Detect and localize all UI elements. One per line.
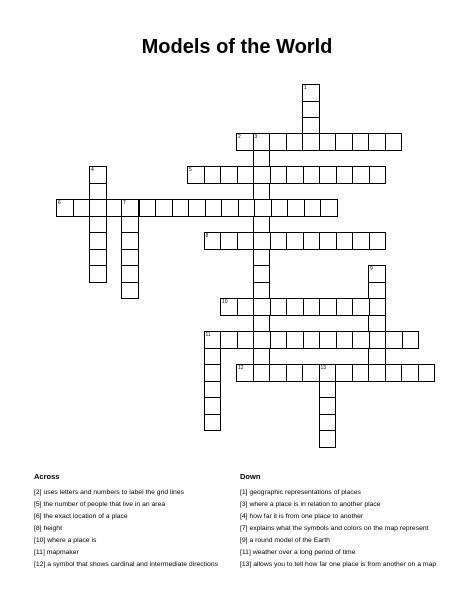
- down-clue-text: how far it is from one place to another: [249, 513, 364, 520]
- across-clues: [34, 472, 234, 572]
- clue-number-label: 10: [222, 299, 228, 305]
- grid-cell[interactable]: [121, 249, 139, 267]
- grid-cell[interactable]: [121, 199, 139, 217]
- grid-cell[interactable]: [368, 282, 386, 300]
- down-clue-number: [7]: [240, 525, 248, 532]
- grid-cell[interactable]: [319, 133, 337, 151]
- grid-cell[interactable]: [204, 364, 222, 382]
- grid-cell[interactable]: [286, 232, 304, 250]
- grid-cell[interactable]: [352, 298, 370, 316]
- grid-cell[interactable]: [402, 331, 420, 349]
- down-clue-text: a round model of the Earth: [249, 537, 330, 544]
- grid-cell[interactable]: [204, 397, 222, 415]
- down-clue: [240, 500, 450, 509]
- grid-cell[interactable]: [220, 166, 238, 184]
- across-clue-text: the exact location of a place: [43, 513, 128, 520]
- grid-cell[interactable]: [253, 364, 271, 382]
- across-clue-number: [8]: [34, 525, 42, 532]
- grid-cell[interactable]: [269, 133, 287, 151]
- grid-cell[interactable]: [89, 166, 107, 184]
- grid-cell[interactable]: [369, 232, 387, 250]
- grid-cell[interactable]: [401, 364, 419, 382]
- grid-cell[interactable]: [335, 364, 353, 382]
- across-clue: [34, 488, 234, 497]
- grid-cell[interactable]: [270, 331, 288, 349]
- grid-cell[interactable]: [253, 315, 271, 333]
- grid-cell[interactable]: [368, 315, 386, 333]
- grid-cell[interactable]: [319, 364, 337, 382]
- across-clue: [34, 524, 234, 533]
- across-clue: [34, 560, 234, 569]
- down-clue: [240, 488, 450, 497]
- grid-cell[interactable]: [89, 199, 107, 217]
- clue-number-label: 3: [254, 134, 258, 140]
- across-clue-number: [12]: [34, 561, 46, 568]
- grid-cell[interactable]: [237, 232, 255, 250]
- clue-number-label: 12: [238, 365, 244, 371]
- across-clue-text: height: [43, 525, 62, 532]
- clue-number-label: 13: [320, 365, 327, 371]
- grid-cell[interactable]: [172, 199, 190, 217]
- grid-cell[interactable]: [204, 331, 222, 349]
- grid-cell[interactable]: [302, 133, 320, 151]
- grid-cell[interactable]: [187, 166, 205, 184]
- grid-cell[interactable]: [253, 282, 271, 300]
- grid-cell[interactable]: [253, 331, 271, 349]
- grid-cell[interactable]: [270, 166, 288, 184]
- down-clue-number: [3]: [240, 501, 248, 508]
- grid-cell[interactable]: [320, 199, 338, 217]
- down-clue-text: weather over a long period of time: [252, 549, 356, 556]
- grid-cell[interactable]: [319, 331, 337, 349]
- grid-cell[interactable]: [237, 298, 255, 316]
- down-clue-number: [1]: [240, 489, 248, 496]
- grid-cell[interactable]: [271, 199, 289, 217]
- grid-cell[interactable]: [303, 166, 321, 184]
- grid-cell[interactable]: [204, 166, 222, 184]
- down-clue-number: [4]: [240, 513, 248, 520]
- grid-cell[interactable]: [253, 166, 271, 184]
- grid-cell[interactable]: [368, 298, 386, 316]
- grid-cell[interactable]: [319, 430, 337, 448]
- grid-cell[interactable]: [220, 331, 238, 349]
- across-clue-number: [2]: [34, 489, 42, 496]
- grid-cell[interactable]: [56, 199, 74, 217]
- grid-cell[interactable]: [204, 232, 222, 250]
- down-clue-text: allows you to tell how far one place is from another on a map: [253, 561, 437, 568]
- grid-cell[interactable]: [286, 166, 304, 184]
- grid-cell[interactable]: [303, 298, 321, 316]
- clue-number-label: 8: [205, 233, 209, 239]
- grid-cell[interactable]: [89, 265, 107, 283]
- down-clue-text: explains what the symbols and colors on the map represent: [249, 525, 429, 532]
- across-clue-number: [6]: [34, 513, 42, 520]
- down-clue-text: geographic representations of places: [249, 489, 361, 496]
- grid-cell[interactable]: [121, 265, 139, 283]
- grid-cell[interactable]: [253, 348, 271, 366]
- grid-cell[interactable]: [336, 232, 354, 250]
- down-clue: [240, 524, 450, 533]
- grid-cell[interactable]: [220, 298, 238, 316]
- grid-cell[interactable]: [369, 166, 387, 184]
- grid-cell[interactable]: [369, 331, 387, 349]
- grid-cell[interactable]: [220, 232, 238, 250]
- grid-cell[interactable]: [236, 133, 254, 151]
- grid-cell[interactable]: [336, 331, 354, 349]
- grid-cell[interactable]: [304, 199, 322, 217]
- across-clue: [34, 536, 234, 545]
- grid-cell[interactable]: [336, 166, 354, 184]
- grid-cell[interactable]: [221, 199, 239, 217]
- grid-cell[interactable]: [385, 331, 403, 349]
- grid-cell[interactable]: [335, 133, 353, 151]
- grid-cell[interactable]: [204, 414, 222, 432]
- across-clue-number: [11]: [34, 549, 45, 556]
- down-clue: [240, 560, 450, 569]
- down-clue: [240, 536, 450, 545]
- grid-cell[interactable]: [385, 364, 403, 382]
- grid-cell[interactable]: [253, 265, 271, 283]
- clue-number-label: 9: [370, 266, 373, 272]
- down-clue: [240, 548, 450, 557]
- grid-cell[interactable]: [368, 364, 386, 382]
- grid-cell[interactable]: [302, 364, 320, 382]
- grid-cell[interactable]: [368, 133, 386, 151]
- clue-number-label: 6: [58, 200, 61, 206]
- grid-cell[interactable]: [302, 117, 320, 135]
- across-clue: [34, 500, 234, 509]
- grid-cell[interactable]: [352, 166, 370, 184]
- grid-cell[interactable]: [89, 216, 107, 234]
- grid-cell[interactable]: [89, 183, 107, 201]
- down-clue-number: [11]: [240, 549, 251, 556]
- grid-cell[interactable]: [269, 364, 287, 382]
- across-clue-number: [10]: [34, 537, 46, 544]
- grid-cell[interactable]: [270, 298, 288, 316]
- down-clue-number: [13]: [240, 561, 252, 568]
- across-clue-text: uses letters and numbers to label the grid lines: [43, 489, 185, 496]
- grid-cell[interactable]: [121, 232, 139, 250]
- grid-cell[interactable]: [319, 166, 337, 184]
- grid-cell[interactable]: [352, 331, 370, 349]
- grid-cell[interactable]: [319, 232, 337, 250]
- down-heading: Down: [240, 472, 261, 481]
- grid-cell[interactable]: [236, 364, 254, 382]
- clue-number-label: 1: [304, 85, 307, 91]
- grid-cell[interactable]: [89, 232, 107, 250]
- grid-cell[interactable]: [237, 166, 255, 184]
- down-clues: [240, 472, 450, 572]
- grid-cell[interactable]: [418, 364, 436, 382]
- grid-cell[interactable]: [368, 348, 386, 366]
- grid-cell[interactable]: [205, 199, 223, 217]
- grid-cell[interactable]: [238, 199, 256, 217]
- grid-cell[interactable]: [253, 249, 271, 267]
- grid-cell[interactable]: [204, 348, 222, 366]
- grid-cell[interactable]: [286, 364, 304, 382]
- across-clue-text: where a place is: [47, 537, 97, 544]
- grid-cell[interactable]: [253, 216, 271, 234]
- grid-cell[interactable]: [303, 331, 321, 349]
- grid-cell[interactable]: [237, 331, 255, 349]
- grid-cell[interactable]: [352, 232, 370, 250]
- across-clue: [34, 548, 234, 557]
- across-clue-text: the number of people that live in an area: [43, 501, 166, 508]
- puzzle-title: Models of the World: [141, 36, 333, 58]
- grid-cell[interactable]: [73, 199, 91, 217]
- across-clue-number: [5]: [34, 501, 42, 508]
- grid-cell[interactable]: [121, 282, 139, 300]
- across-clue-text: a symbol that shows cardinal and intermediate directions: [47, 561, 218, 568]
- grid-cell[interactable]: [253, 133, 271, 151]
- clue-number-label: 5: [189, 167, 192, 173]
- grid-cell[interactable]: [303, 232, 321, 250]
- grid-cell[interactable]: [155, 199, 173, 217]
- grid-cell[interactable]: [319, 298, 337, 316]
- down-clue-number: [9]: [240, 537, 248, 544]
- grid-cell[interactable]: [286, 133, 304, 151]
- grid-cell[interactable]: [89, 249, 107, 267]
- across-heading: Across: [34, 472, 60, 481]
- grid-cell[interactable]: [139, 199, 157, 217]
- clue-number-label: 2: [238, 134, 241, 140]
- grid-cell[interactable]: [253, 150, 271, 168]
- across-clue-list: [34, 488, 234, 569]
- grid-cell[interactable]: [368, 265, 386, 283]
- clue-number-label: 7: [123, 200, 126, 206]
- grid-cell[interactable]: [270, 232, 288, 250]
- grid-cell[interactable]: [319, 381, 337, 399]
- grid-cell[interactable]: [319, 397, 337, 415]
- grid-cell[interactable]: [385, 133, 403, 151]
- grid-cell[interactable]: [302, 101, 320, 119]
- down-clue-text: where a place is in relation to another place: [249, 501, 381, 508]
- grid-cell[interactable]: [253, 232, 271, 250]
- grid-cell[interactable]: [302, 84, 320, 102]
- grid-cell[interactable]: [336, 298, 354, 316]
- grid-cell[interactable]: [254, 199, 272, 217]
- down-clue: [240, 512, 450, 521]
- down-clue-list: [240, 488, 450, 569]
- grid-cell[interactable]: [287, 199, 305, 217]
- clue-number-label: 11: [205, 332, 211, 338]
- grid-cell[interactable]: [352, 364, 370, 382]
- grid-cell[interactable]: [188, 199, 206, 217]
- across-clue: [34, 512, 234, 521]
- grid-cell[interactable]: [286, 331, 304, 349]
- clue-number-label: 4: [91, 167, 94, 173]
- grid-cell[interactable]: [319, 414, 337, 432]
- across-clue-text: mapmaker: [46, 549, 79, 556]
- grid-cell[interactable]: [121, 216, 139, 234]
- grid-cell[interactable]: [253, 298, 271, 316]
- grid-cell[interactable]: [204, 381, 222, 399]
- grid-cell[interactable]: [253, 183, 271, 201]
- grid-cell[interactable]: [352, 133, 370, 151]
- grid-cell[interactable]: [286, 298, 304, 316]
